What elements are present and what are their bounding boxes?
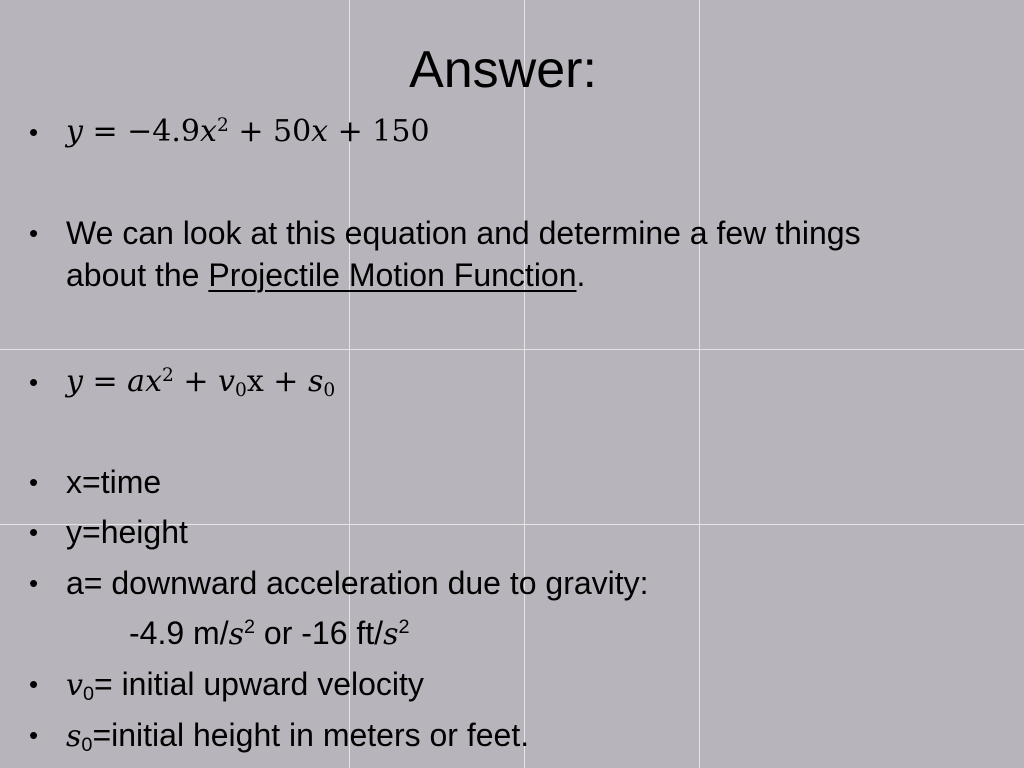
bullet-marker: • [29, 720, 39, 750]
def-s0-text: $s_0=initial$ height in meters or feet. [66, 717, 530, 756]
def-y-text: y=height [66, 514, 188, 550]
bullet-marker: • [29, 218, 39, 248]
bullet-marker: • [29, 568, 39, 598]
equation-specific: $y = -4.9x^2 + 50x + 150$ [66, 114, 430, 149]
grid-line-horizontal-1 [0, 349, 1024, 350]
def-a-text: a= downward acceleration due to gravity: [66, 565, 649, 601]
description-line-2: about the Projectile Motion Function. [66, 257, 586, 293]
equation-general: $y = ax^2 + v_0x + s_0$ [66, 364, 336, 401]
bullet-marker: • [29, 367, 39, 397]
slide-title: Answer: [409, 41, 597, 99]
grid-line-vertical-2 [524, 0, 525, 768]
bullet-marker: • [29, 669, 39, 699]
def-x-text: x=time [66, 464, 162, 500]
grid-line-vertical-3 [699, 0, 700, 768]
bullet-marker: • [29, 467, 39, 497]
description-line-1: We can look at this equation and determine a few things [66, 215, 861, 251]
bullet-marker: • [29, 117, 39, 147]
def-v0-text: $v_0=$ initial upward velocity [66, 666, 424, 705]
projectile-motion-function-link[interactable]: Projectile Motion Function [208, 257, 577, 293]
gravity-units: -4.9 $m/s^2$ or -16 $ft/s^2$ [129, 615, 410, 652]
bullet-marker: • [29, 517, 39, 547]
